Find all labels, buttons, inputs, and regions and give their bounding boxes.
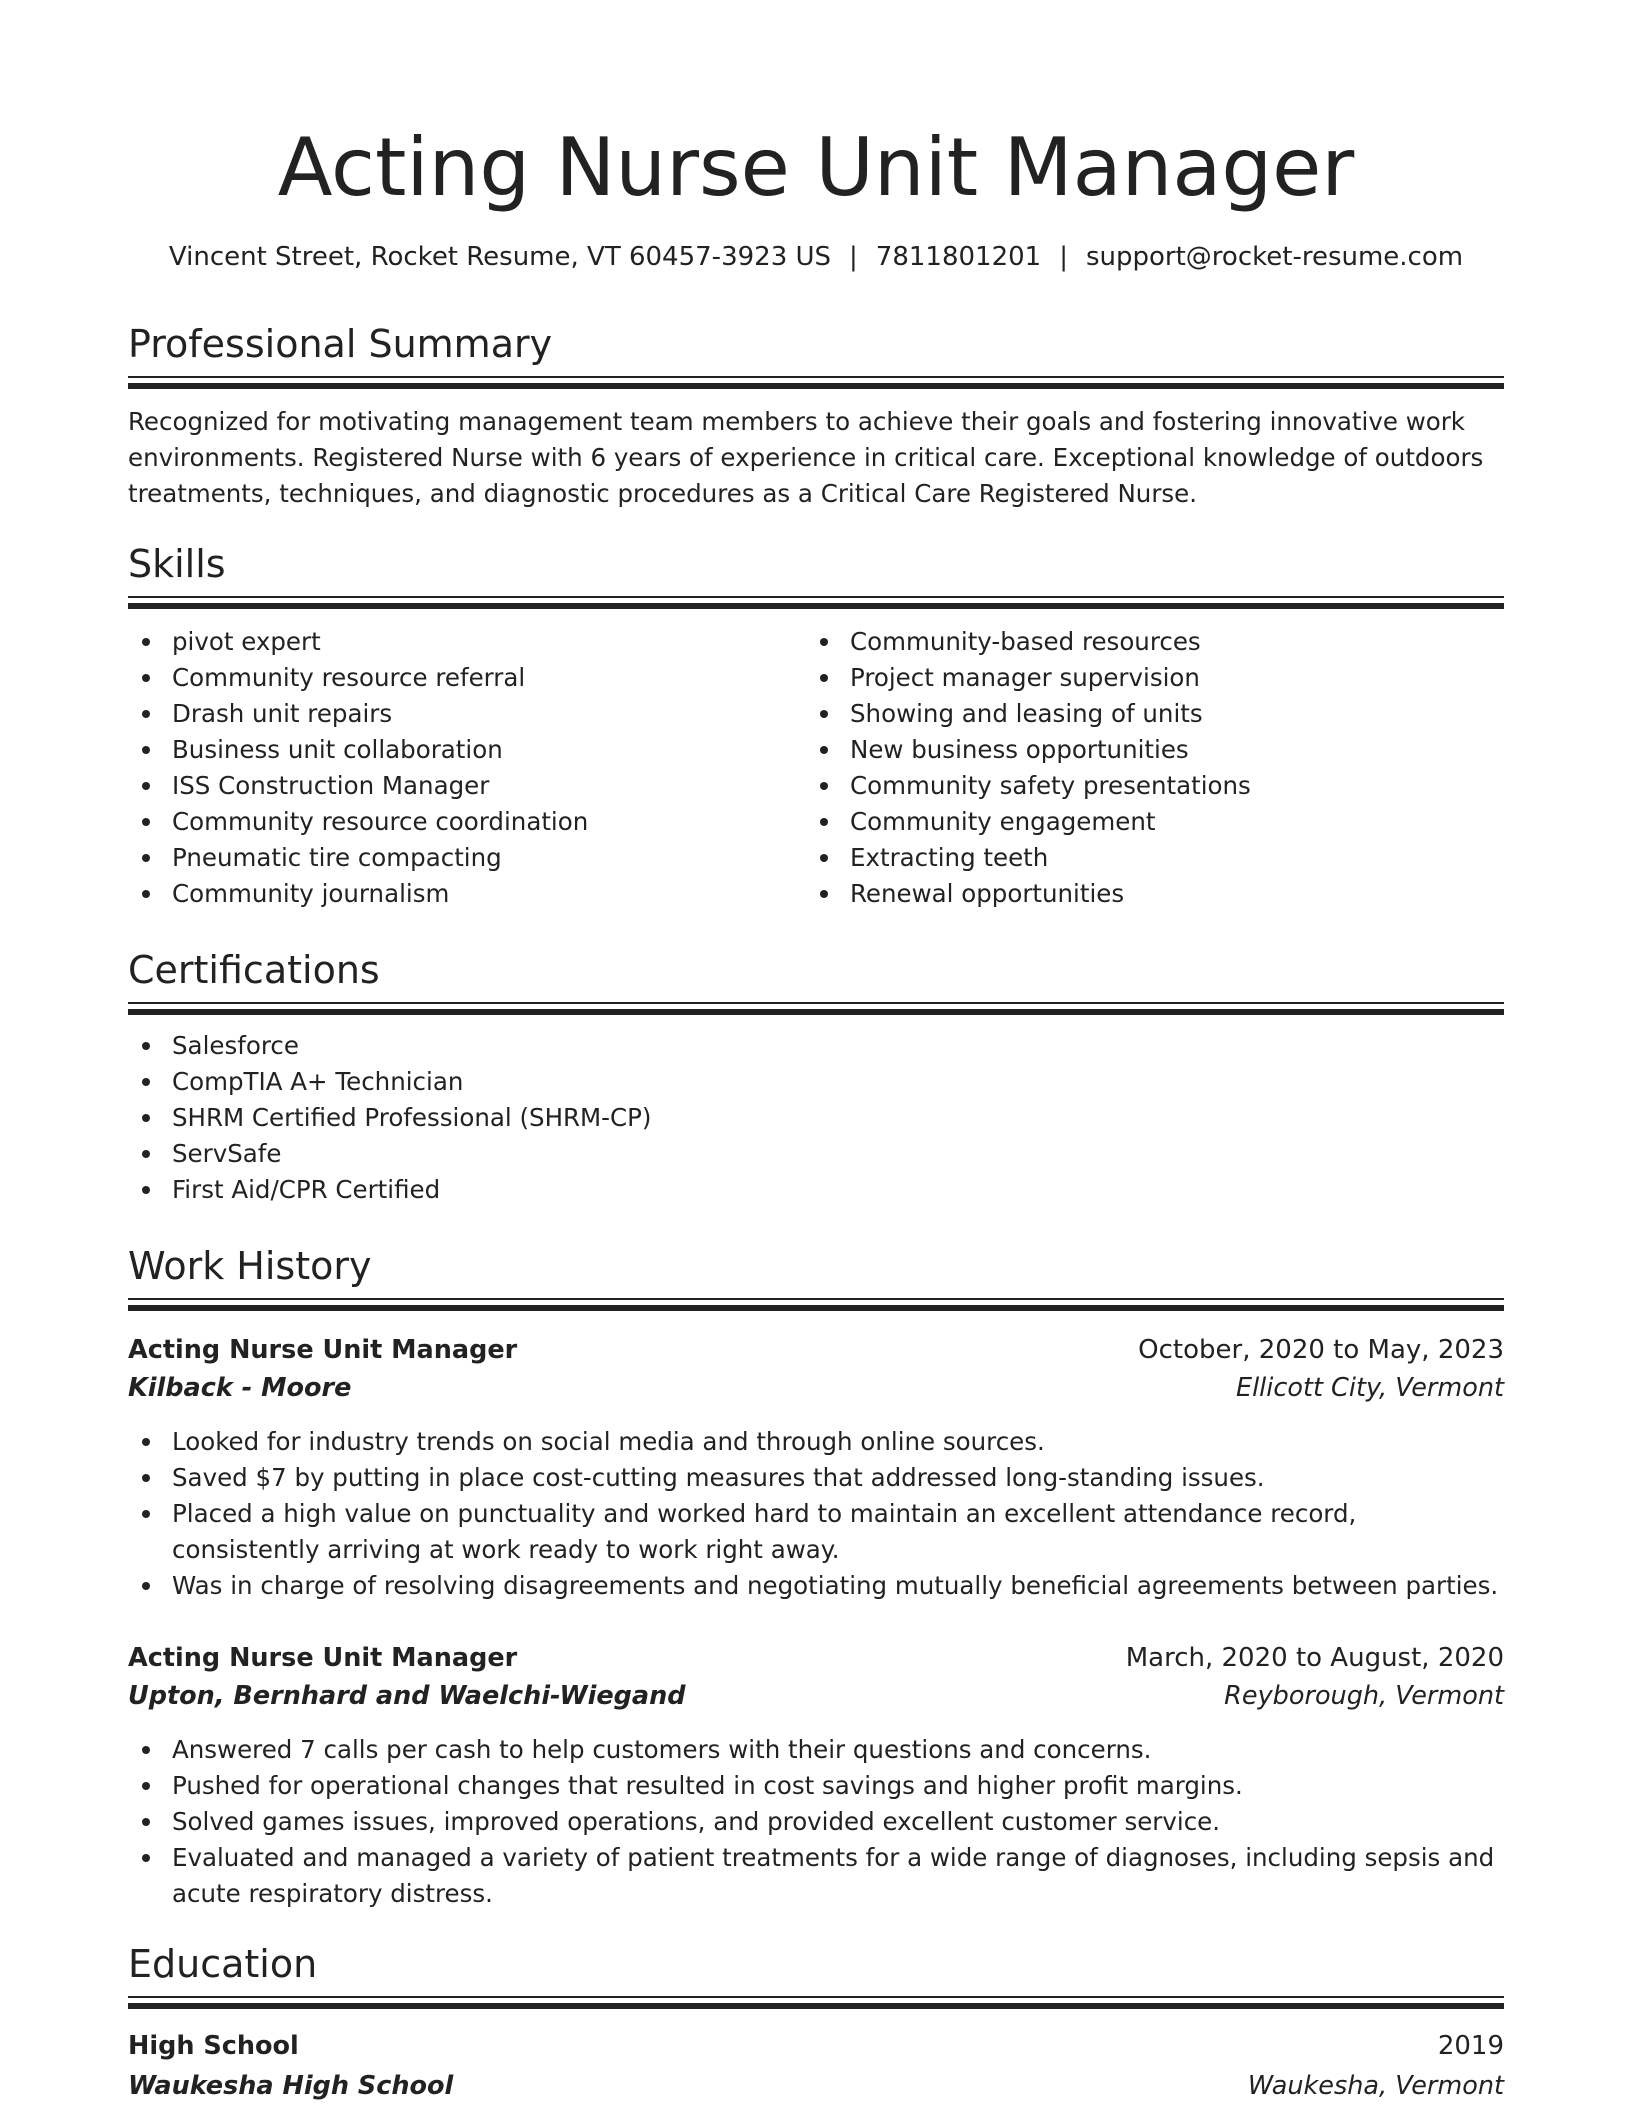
section-title-certifications: Certifications [128,948,380,992]
certifications-list [128,1028,1504,1208]
contact-address: Vincent Street, Rocket Resume, VT 60457-3923 US [168,242,832,272]
job-bullets [128,1732,1504,1912]
certification-item: SHRM Certified Professional (SHRM-CP) [128,1100,1504,1136]
job-company: Upton, Bernhard and Waelchi-Wiegand [128,1681,686,1711]
job-bullet: Looked for industry trends on social media and through online sources. [128,1424,1504,1460]
job-dates: October, 2020 to May, 2023 [1138,1335,1504,1365]
certification-item: ServSafe [128,1136,1504,1172]
job-company: Kilback - Moore [128,1373,352,1403]
certification-item: First Aid/CPR Certified [128,1172,1504,1208]
section-divider [128,596,1504,609]
job-bullet: Evaluated and managed a variety of patient treatments for a wide range of diagnoses, including sepsis and acute respiratory distress. [128,1840,1504,1912]
skill-item: Drash unit repairs [128,696,788,732]
skill-item: Extracting teeth [806,840,1504,876]
contact-phone: 7811801201 [875,242,1042,272]
section-title-summary: Professional Summary [128,322,553,366]
section-divider [128,1996,1504,2009]
contact-separator: | [1059,242,1068,272]
job-location: Reyborough, Vermont [1224,1681,1504,1711]
education-location: Waukesha, Vermont [1247,2071,1504,2101]
job-bullet: Saved $7 by putting in place cost-cutting measures that addressed long-standing issues. [128,1460,1504,1496]
skill-item: Showing and leasing of units [806,696,1504,732]
skill-item: Pneumatic tire compacting [128,840,788,876]
education-year: 2019 [1437,2031,1504,2061]
skill-item: Community-based resources [806,624,1504,660]
job-header-row [128,1332,1504,1368]
job-bullet: Placed a high value on punctuality and worked hard to maintain an excellent attendance record, consistently arriving at work ready to work right away. [128,1496,1504,1568]
job-bullet: Solved games issues, improved operations, and provided excellent customer service. [128,1804,1504,1840]
skills-list-left [128,624,788,912]
skill-item: Community resource coordination [128,804,788,840]
job-bullets [128,1424,1504,1604]
job-title: Acting Nurse Unit Manager [128,1335,518,1365]
education-school: Waukesha High School [128,2071,454,2101]
education-school-row [128,2068,1504,2104]
skills-list-right [806,624,1504,912]
job-company-row [128,1370,1504,1406]
skill-item: pivot expert [128,624,788,660]
job-title: Acting Nurse Unit Manager [128,1643,518,1673]
section-title-work-history: Work History [128,1244,372,1288]
candidate-name: Acting Nurse Unit Manager [277,121,1355,214]
job-bullet: Answered 7 calls per cash to help customers with their questions and concerns. [128,1732,1504,1768]
education-header-row [128,2028,1504,2064]
certification-item: Salesforce [128,1028,1504,1064]
skill-item: Community journalism [128,876,788,912]
contact-line [128,240,1504,274]
skill-item: New business opportunities [806,732,1504,768]
contact-separator: | [849,242,858,272]
section-title-education: Education [128,1942,318,1986]
section-divider [128,1298,1504,1311]
section-divider [128,376,1504,389]
skill-item: Community resource referral [128,660,788,696]
skill-item: Community safety presentations [806,768,1504,804]
section-title-skills: Skills [128,542,226,586]
job-bullet: Was in charge of resolving disagreements and negotiating mutually beneficial agreements between parties. [128,1568,1504,1604]
job-header-row [128,1640,1504,1676]
contact-email: support@rocket-resume.com [1085,242,1464,272]
skill-item: Business unit collaboration [128,732,788,768]
certification-item: CompTIA A+ Technician [128,1064,1504,1100]
skill-item: Community engagement [806,804,1504,840]
job-location: Ellicott City, Vermont [1235,1373,1504,1403]
skill-item: Project manager supervision [806,660,1504,696]
section-divider [128,1002,1504,1015]
job-company-row [128,1678,1504,1714]
job-dates: March, 2020 to August, 2020 [1125,1643,1504,1673]
skill-item: Renewal opportunities [806,876,1504,912]
summary-text: Recognized for motivating management team members to achieve their goals and fostering innovative work environments. Registered Nurse with 6 years of experience in critical care. Exceptional knowledge of outdoors treatments, techniques, and diagnostic procedures as a Critical Care Registered Nurse. [128,407,1484,508]
skill-item: ISS Construction Manager [128,768,788,804]
education-degree: High School [128,2031,299,2061]
job-bullet: Pushed for operational changes that resulted in cost savings and higher profit margins. [128,1768,1504,1804]
